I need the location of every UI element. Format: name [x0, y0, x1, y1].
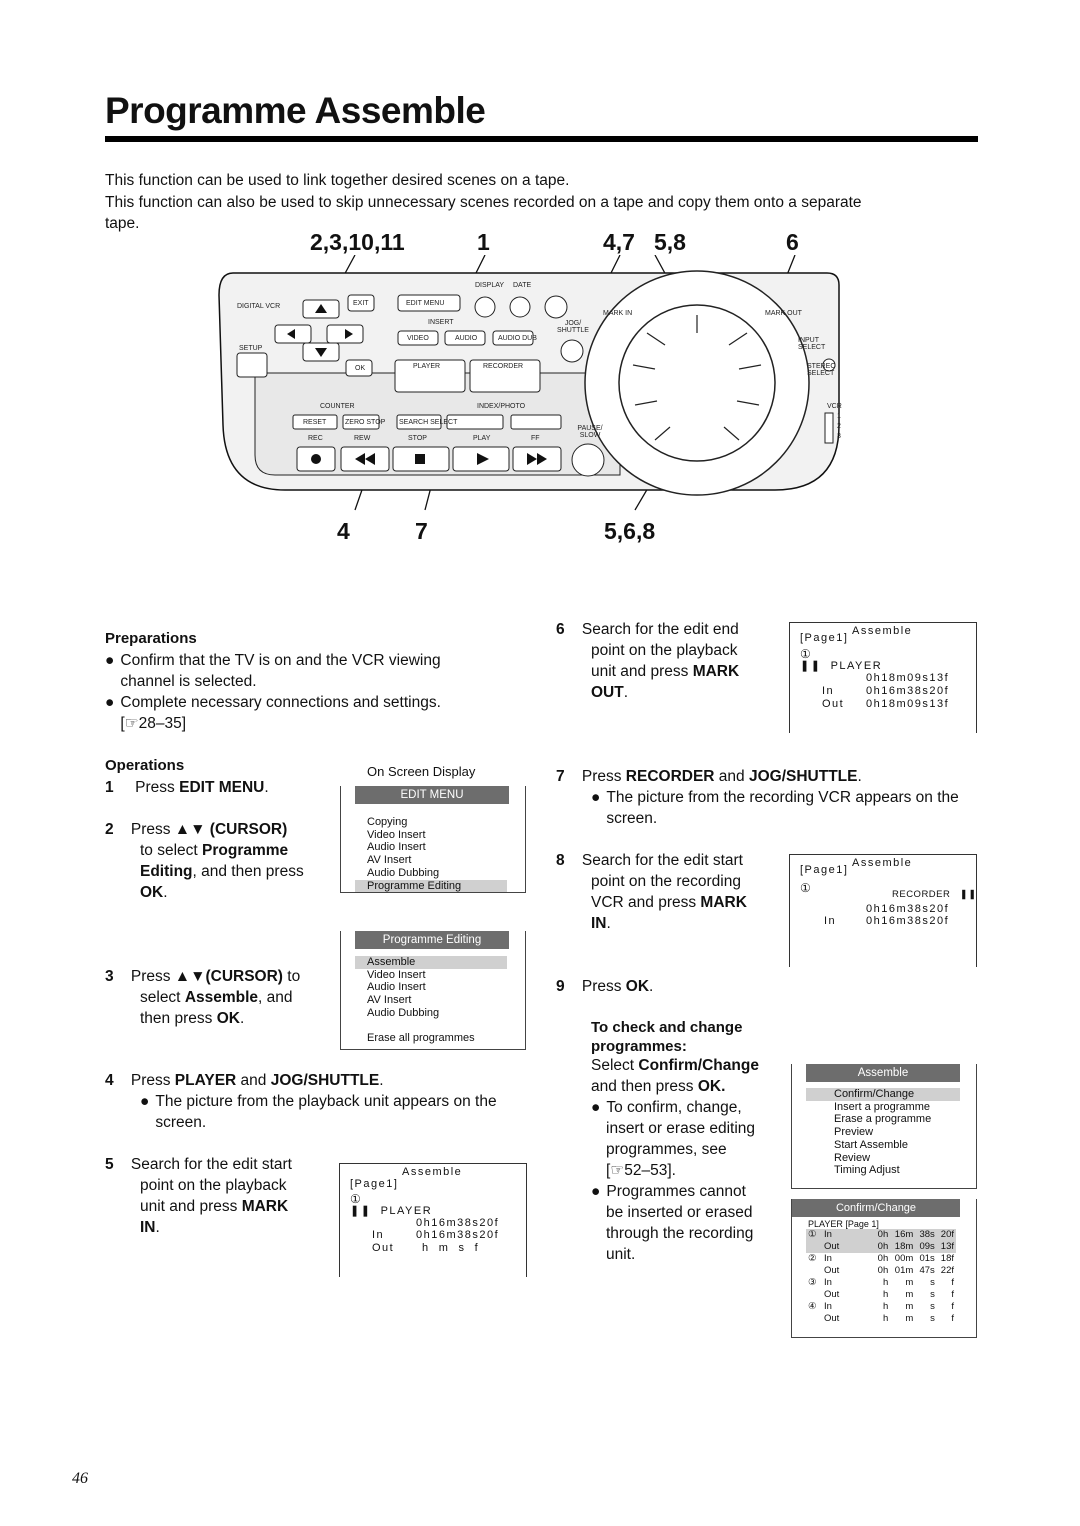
date-label: DATE [513, 282, 532, 289]
confirm-table [806, 1229, 956, 1325]
exit-button[interactable]: EXIT [353, 300, 369, 307]
osd-edit-menu [340, 786, 526, 893]
pause-slow-label: PAUSE/ SLOW [577, 425, 603, 439]
vcr-2-label: 2 [837, 423, 841, 430]
osd-item-audio-insert-2[interactable]: Audio Insert [367, 981, 426, 994]
vcr-1-label: 1 [837, 413, 841, 420]
player-button[interactable]: PLAYER [413, 363, 441, 370]
osd-assemble [791, 1064, 977, 1189]
table-row[interactable] [806, 1229, 956, 1241]
intro-line-2: This function can also be used to skip unnecessary scenes recorded on a tape and copy them onto a separate [105, 194, 862, 211]
check-section: To check and change programmes: Select Confirm/Change and then press OK. ● To confirm, change, insert or erase editing programmes, see [☞52–53]. ● Programmes cannot be inserted or erased through the recording unit. [591, 1019, 759, 1263]
cell-s: 47s [919, 1265, 935, 1276]
osd-item-insert-programme[interactable]: Insert a programme [834, 1100, 930, 1113]
osd-item-programme-editing[interactable]: Programme Editing [355, 880, 507, 893]
cell-h: h [882, 1289, 889, 1300]
ref-hand-icon: ☞ [610, 1162, 625, 1179]
operations-heading: Operations [105, 757, 185, 774]
osd-item-confirm-change[interactable]: Confirm/Change [806, 1088, 960, 1101]
cell-m: 18m [894, 1241, 914, 1252]
osd-programme-editing [340, 931, 526, 1050]
osd-item-video-insert-2[interactable]: Video Insert [367, 968, 426, 981]
cell-m: 00m [894, 1253, 914, 1264]
preparations-item-1: ● Confirm that the TV is on and the VCR viewing channel is selected. [105, 652, 441, 690]
cell-h: 0h [877, 1241, 889, 1252]
cell-s: s [930, 1277, 935, 1288]
page-number: 46 [72, 1470, 88, 1487]
insert-label: INSERT [428, 319, 454, 326]
osd-assemble-header: Assemble [806, 1064, 960, 1082]
mark-in-label: MARK IN [603, 310, 633, 317]
assemble-screen-step8: Assemble [Page1] ① RECORDER ❚❚ 0h16m38s20f In 0h16m38s20f [789, 854, 977, 967]
cell-m: 01m [894, 1265, 914, 1276]
cell-label: In [824, 1301, 832, 1312]
cell-n [806, 1241, 822, 1253]
cell-h: 0h [877, 1265, 889, 1276]
rew-label: REW [354, 435, 371, 442]
input-select-label: INPUT SELECT [798, 337, 826, 351]
cell-h: h [882, 1277, 889, 1288]
cell-h: 0h [877, 1253, 889, 1264]
cell-f: f [951, 1277, 954, 1288]
stop-label: STOP [408, 435, 427, 442]
osd-item-start-assemble[interactable]: Start Assemble [834, 1138, 908, 1151]
step-3: 3 Press ▲▼(CURSOR) to select Assemble, and then press OK. [105, 968, 301, 1027]
cell-s: s [930, 1301, 935, 1312]
cell-n: ③ [808, 1277, 817, 1288]
callout-4-7: 4,7 [603, 229, 635, 255]
cell-s: 38s [919, 1229, 935, 1240]
step-1: 1 Press EDIT MENU. [105, 779, 269, 796]
callout-1: 1 [477, 229, 490, 255]
osd-programme-editing-header: Programme Editing [355, 931, 509, 949]
cell-s: s [930, 1289, 935, 1300]
cell-m: m [905, 1289, 914, 1300]
display-label: DISPLAY [475, 282, 505, 289]
cell-s: s [930, 1313, 935, 1324]
rec-label: REC [308, 435, 323, 442]
cell-n: ② [808, 1253, 817, 1264]
cell-f: 13f [940, 1241, 954, 1252]
osd-item-copying[interactable]: Copying [367, 816, 408, 828]
zero-stop-button[interactable]: ZERO STOP [345, 419, 386, 426]
cell-f: f [951, 1301, 954, 1312]
cell-n [806, 1313, 822, 1325]
osd-item-audio-dubbing[interactable]: Audio Dubbing [367, 866, 440, 879]
osd-item-audio-dubbing-2[interactable]: Audio Dubbing [367, 1006, 440, 1019]
intro-line-3: tape. [105, 215, 140, 232]
brand-label: DIGITAL VCR [237, 303, 281, 310]
osd-item-erase-all[interactable]: Erase all programmes [367, 1031, 475, 1044]
step-2: 2 Press ▲▼ (CURSOR) to select Programme Editing, and then press OK. [105, 821, 304, 901]
ff-label: FF [531, 435, 540, 442]
index-photo-label: INDEX/PHOTO [477, 403, 526, 410]
cell-m: m [905, 1301, 914, 1312]
cell-n: ① [808, 1229, 817, 1240]
vcr-label: VCR [827, 403, 842, 410]
cell-label: Out [824, 1265, 840, 1276]
stereo-select-label: STEREO SELECT [807, 363, 836, 377]
intro-line-1: This function can be used to link together desired scenes on a tape. [105, 172, 570, 189]
edit-controller-illustration [215, 255, 845, 515]
ref-hand-icon: ☞ [124, 715, 139, 732]
cell-h: 0h [877, 1229, 889, 1240]
osd-item-timing-adjust[interactable]: Timing Adjust [834, 1164, 900, 1177]
callout-5-6-8-bottom: 5,6,8 [604, 518, 656, 544]
edit-menu-button[interactable]: EDIT MENU [406, 300, 445, 307]
table-row[interactable] [806, 1289, 956, 1301]
page-title: Programme Assemble [105, 90, 486, 131]
cell-label: Out [824, 1241, 840, 1252]
cell-f: 18f [940, 1253, 954, 1264]
osd-confirm-subheader: PLAYER [Page 1] [808, 1219, 879, 1229]
cell-f: 22f [940, 1265, 954, 1276]
cell-m: m [905, 1313, 914, 1324]
cell-h: h [882, 1301, 889, 1312]
table-row[interactable] [806, 1313, 956, 1325]
callout-4-bottom: 4 [337, 518, 350, 544]
audio-button[interactable]: AUDIO [455, 335, 478, 342]
callout-7-bottom: 7 [415, 518, 428, 544]
osd-item-audio-insert[interactable]: Audio Insert [367, 841, 426, 854]
preparations-item-2: ● Complete necessary connections and settings. [☞28–35] [105, 694, 441, 732]
play-label: PLAY [473, 435, 491, 442]
table-row[interactable] [806, 1277, 956, 1289]
cell-n [806, 1289, 822, 1301]
pause-icon: ❚❚ [959, 889, 977, 900]
assemble-screen-step5: Assemble [Page1] ① ❚❚ PLAYER 0h16m38s20f In 0h16m38s20f Out h m s f [339, 1163, 527, 1277]
cell-label: In [824, 1229, 832, 1240]
cell-h: h [882, 1313, 889, 1324]
osd-item-assemble[interactable]: Assemble [355, 956, 507, 969]
assemble-screen-step6: Assemble [Page1] ① ❚❚ PLAYER 0h18m09s13f In 0h16m38s20f Out 0h18m09s13f [789, 622, 977, 733]
step-6: 6 Search for the edit end point on the playback unit and press MARK OUT. [556, 621, 740, 701]
callout-6: 6 [786, 229, 799, 255]
step-4: 4 Press PLAYER and JOG/SHUTTLE. ● The picture from the playback unit appears on the screen. [105, 1072, 497, 1131]
reset-button[interactable]: RESET [303, 419, 327, 426]
step-7: 7 Press RECORDER and JOG/SHUTTLE. ● The picture from the recording VCR appears on the screen. [556, 768, 959, 827]
counter-label: COUNTER [320, 403, 355, 410]
cell-label: Out [824, 1289, 840, 1300]
osd-item-erase-programme[interactable]: Erase a programme [834, 1113, 932, 1126]
ok-button[interactable]: OK [355, 365, 366, 372]
osd-item-preview[interactable]: Preview [834, 1126, 874, 1139]
step-5: 5 Search for the edit start point on the playback unit and press MARK IN. [105, 1156, 292, 1236]
cell-label: In [824, 1253, 832, 1264]
cell-n [806, 1265, 822, 1277]
osd-item-review[interactable]: Review [834, 1151, 871, 1164]
mark-out-label: MARK OUT [765, 310, 802, 317]
table-row[interactable] [806, 1265, 956, 1277]
pause-icon: ❚❚ [800, 660, 822, 672]
cell-f: f [951, 1289, 954, 1300]
video-button[interactable]: VIDEO [407, 335, 429, 342]
table-row[interactable] [806, 1253, 956, 1265]
table-row[interactable] [806, 1241, 956, 1253]
cell-f: f [951, 1313, 954, 1324]
cell-m: 16m [894, 1229, 914, 1240]
preparations-heading: Preparations [105, 630, 197, 647]
cell-m: m [905, 1277, 914, 1288]
osd-item-av-insert[interactable]: AV Insert [367, 854, 412, 867]
step-8: 8 Search for the edit start point on the recording VCR and press MARK IN. [556, 852, 747, 932]
cell-f: 20f [940, 1229, 954, 1240]
osd-confirm-change [791, 1199, 977, 1338]
osd-edit-menu-header: EDIT MENU [355, 786, 509, 804]
osd-confirm-header: Confirm/Change [792, 1199, 960, 1217]
cell-s: 01s [919, 1253, 935, 1264]
osd-item-av-insert-2[interactable]: AV Insert [367, 994, 412, 1007]
cell-label: In [824, 1277, 832, 1288]
cell-label: Out [824, 1313, 840, 1324]
callout-5-8: 5,8 [654, 229, 686, 255]
osd-label: On Screen Display [367, 764, 476, 779]
audio-dub-button[interactable]: AUDIO DUB [498, 335, 537, 342]
setup-label: SETUP [239, 345, 263, 352]
title-rule [105, 136, 978, 142]
recorder-button[interactable]: RECORDER [483, 363, 524, 370]
jog-shuttle-label: JOG/ SHUTTLE [557, 320, 589, 334]
step-9: 9 Press OK. [556, 978, 654, 995]
cell-n: ④ [808, 1301, 817, 1312]
pause-icon: ❚❚ [350, 1205, 372, 1217]
callout-2-3-10-11: 2,3,10,11 [310, 229, 405, 255]
table-row[interactable] [806, 1301, 956, 1313]
cell-s: 09s [919, 1241, 935, 1252]
search-select-button[interactable]: SEARCH SELECT [399, 419, 458, 426]
osd-item-video-insert[interactable]: Video Insert [367, 828, 426, 841]
vcr-3-label: 3 [837, 433, 841, 440]
